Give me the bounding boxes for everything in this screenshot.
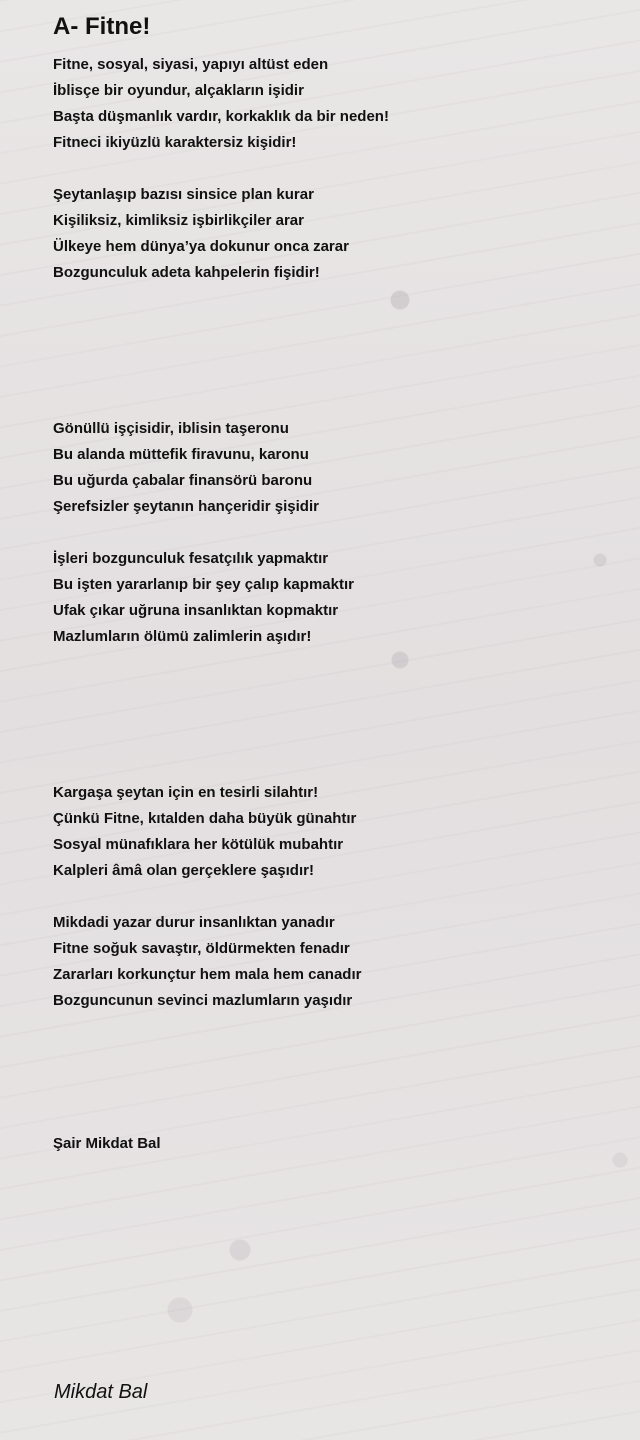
poem-line: Çünkü Fitne, kıtalden daha büyük günahtır (53, 810, 357, 827)
poem-title: A- Fitne! (53, 13, 151, 40)
poem-line: Mazlumların ölümü zalimlerin aşıdır! (53, 628, 312, 645)
poem-line: İşleri bozgunculuk fesatçılık yapmaktır (53, 550, 329, 567)
stanza-6 (53, 910, 613, 1014)
poem-line: Ufak çıkar uğruna insanlıktan kopmaktır (53, 602, 339, 619)
poem-line: Fitne, sosyal, siyasi, yapıyı altüst eden (53, 56, 329, 73)
poem-body (53, 52, 613, 1014)
poem-line: Bu alanda müttefik firavunu, karonu (53, 446, 309, 463)
poem-line: Şeytanlaşıp bazısı sinsice plan kurar (53, 186, 314, 203)
poet-signature: Şair Mikdat Bal (53, 1135, 161, 1152)
poem-line: Gönüllü işçisidir, iblisin taşeronu (53, 420, 289, 437)
poem-line: Sosyal münafıklara her kötülük mubahtır (53, 836, 344, 853)
poem-line: Fitneci ikiyüzlü karaktersiz kişidir! (53, 134, 297, 151)
stanza-5 (53, 780, 613, 884)
poem-line: Bozguncunun sevinci mazlumların yaşıdır (53, 992, 353, 1009)
poem-line: Mikdadi yazar durur insanlıktan yanadır (53, 914, 335, 931)
stanza-4 (53, 546, 613, 650)
poem-line: Zararları korkunçtur hem mala hem canadır (53, 966, 362, 983)
poem-line: Kalpleri âmâ olan gerçeklere şaşıdır! (53, 862, 314, 879)
poem-line: Bozgunculuk adeta kahpelerin fişidir! (53, 264, 320, 281)
poem-line: Ülkeye hem dünya’ya dokunur onca zarar (53, 238, 349, 255)
poem-line: Başta düşmanlık vardır, korkaklık da bir neden! (53, 108, 389, 125)
poem-line: Fitne soğuk savaştır, öldürmekten fenadır (53, 940, 350, 957)
stanza-2 (53, 182, 613, 286)
poem-line: Bu uğurda çabalar finansörü baronu (53, 472, 313, 489)
poem-line: Kişiliksiz, kimliksiz işbirlikçiler arar (53, 212, 304, 229)
poem-line: Kargaşa şeytan için en tesirli silahtır! (53, 784, 319, 801)
author-name: Mikdat Bal (54, 1381, 148, 1403)
poem-line: Bu işten yararlanıp bir şey çalıp kapmaktır (53, 576, 354, 593)
stanza-1 (53, 52, 613, 156)
poem-line: İblisçe bir oyundur, alçakların işidir (53, 82, 304, 99)
poem-line: Şerefsizler şeytanın hançeridir şişidir (53, 498, 319, 515)
stanza-3 (53, 416, 613, 520)
